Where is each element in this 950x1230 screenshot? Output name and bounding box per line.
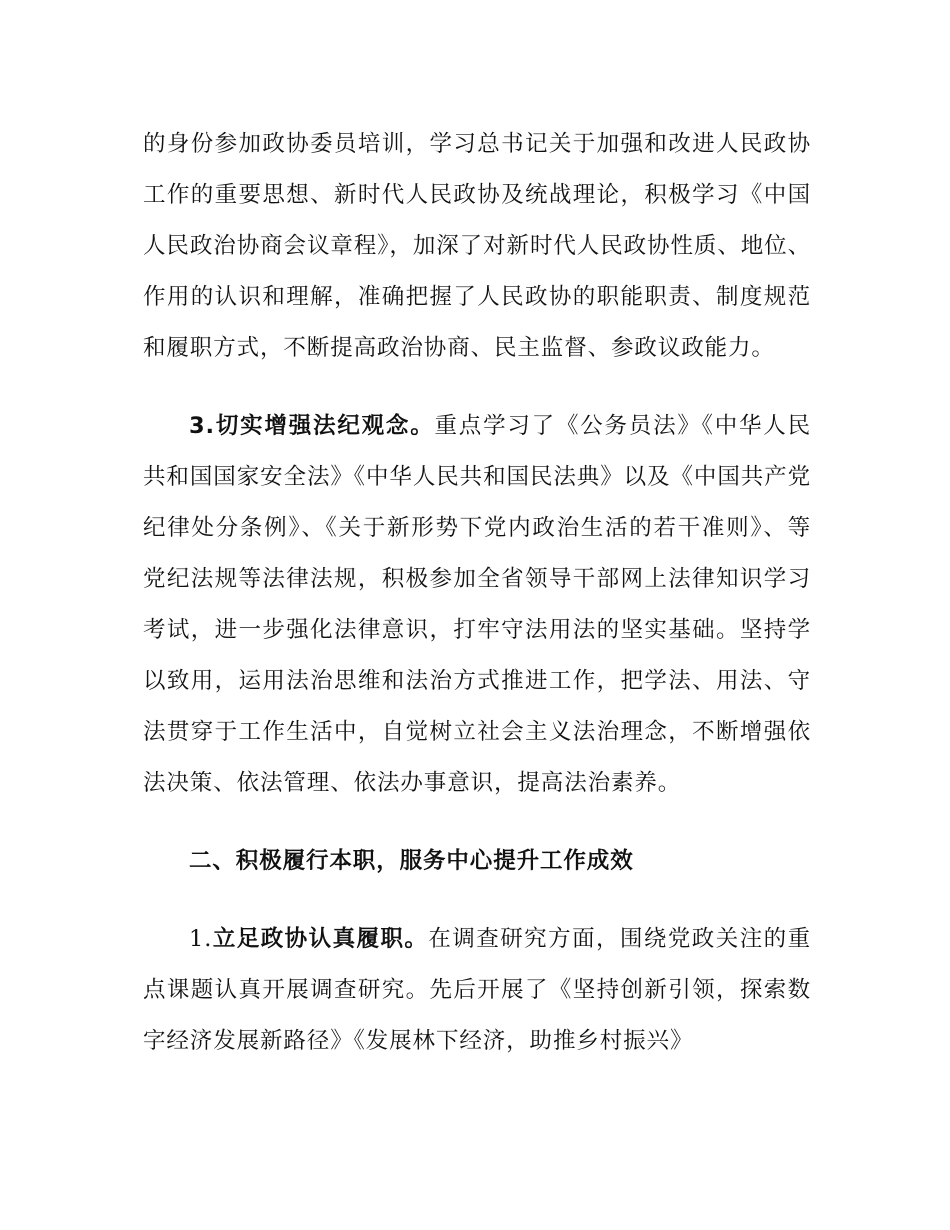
paragraph-spacer [143,374,811,401]
item-1-heading: 立足政协认真履职。 [212,926,429,952]
paragraph-spacer [143,887,811,914]
paragraph-section-3 [143,401,811,809]
item-1-body: 在调查研究方面，围绕党政关注的重点课题认真开展调查研究。先后开展了《坚持创新引领，探索数字经济发展新路径》《发展林下经济，助推乡村振兴》 [143,926,811,1054]
paragraph-spacer [143,809,811,836]
paragraph-continuation: 的身份参加政协委员培训，学习总书记关于加强和改进人民政协工作的重要思想、新时代人民政协及统战理论，积极学习《中国人民政治协商会议章程》，加深了对新时代人民政协性质、地位、作用的认识和理解，准确把握了人民政协的职能职责、制度规范和履职方式，不断提高政治协商、民主监督、参政议政能力。 [143,131,811,361]
section-3-body: 重点学习了《公务员法》《中华人民共和国国家安全法》《中华人民共和国民法典》以及《中国共产党纪律处分条例》、《关于新形势下党内政治生活的若干准则》、等党纪法规等法律法规，积极参加全省领导干部网上法律知识学习考试，进一步强化法律意识，打牢守法用法的坚实基础。坚持学以致用，运用法治思维和法治方式推进工作，把学法、用法、守法贯穿于工作生活中，自觉树立社会主义法治理念，不断增强依法决策、依法管理、依法办事意识，提高法治素养。 [143,413,811,796]
paragraph-item-1 [143,914,811,1067]
document-body [143,119,811,1067]
section-3-heading: 3.切实增强法纪观念。 [189,413,435,439]
item-1-number: 1. [189,926,213,952]
chapter-2-heading: 二、积极履行本职，服务中心提升工作成效 [189,848,634,874]
